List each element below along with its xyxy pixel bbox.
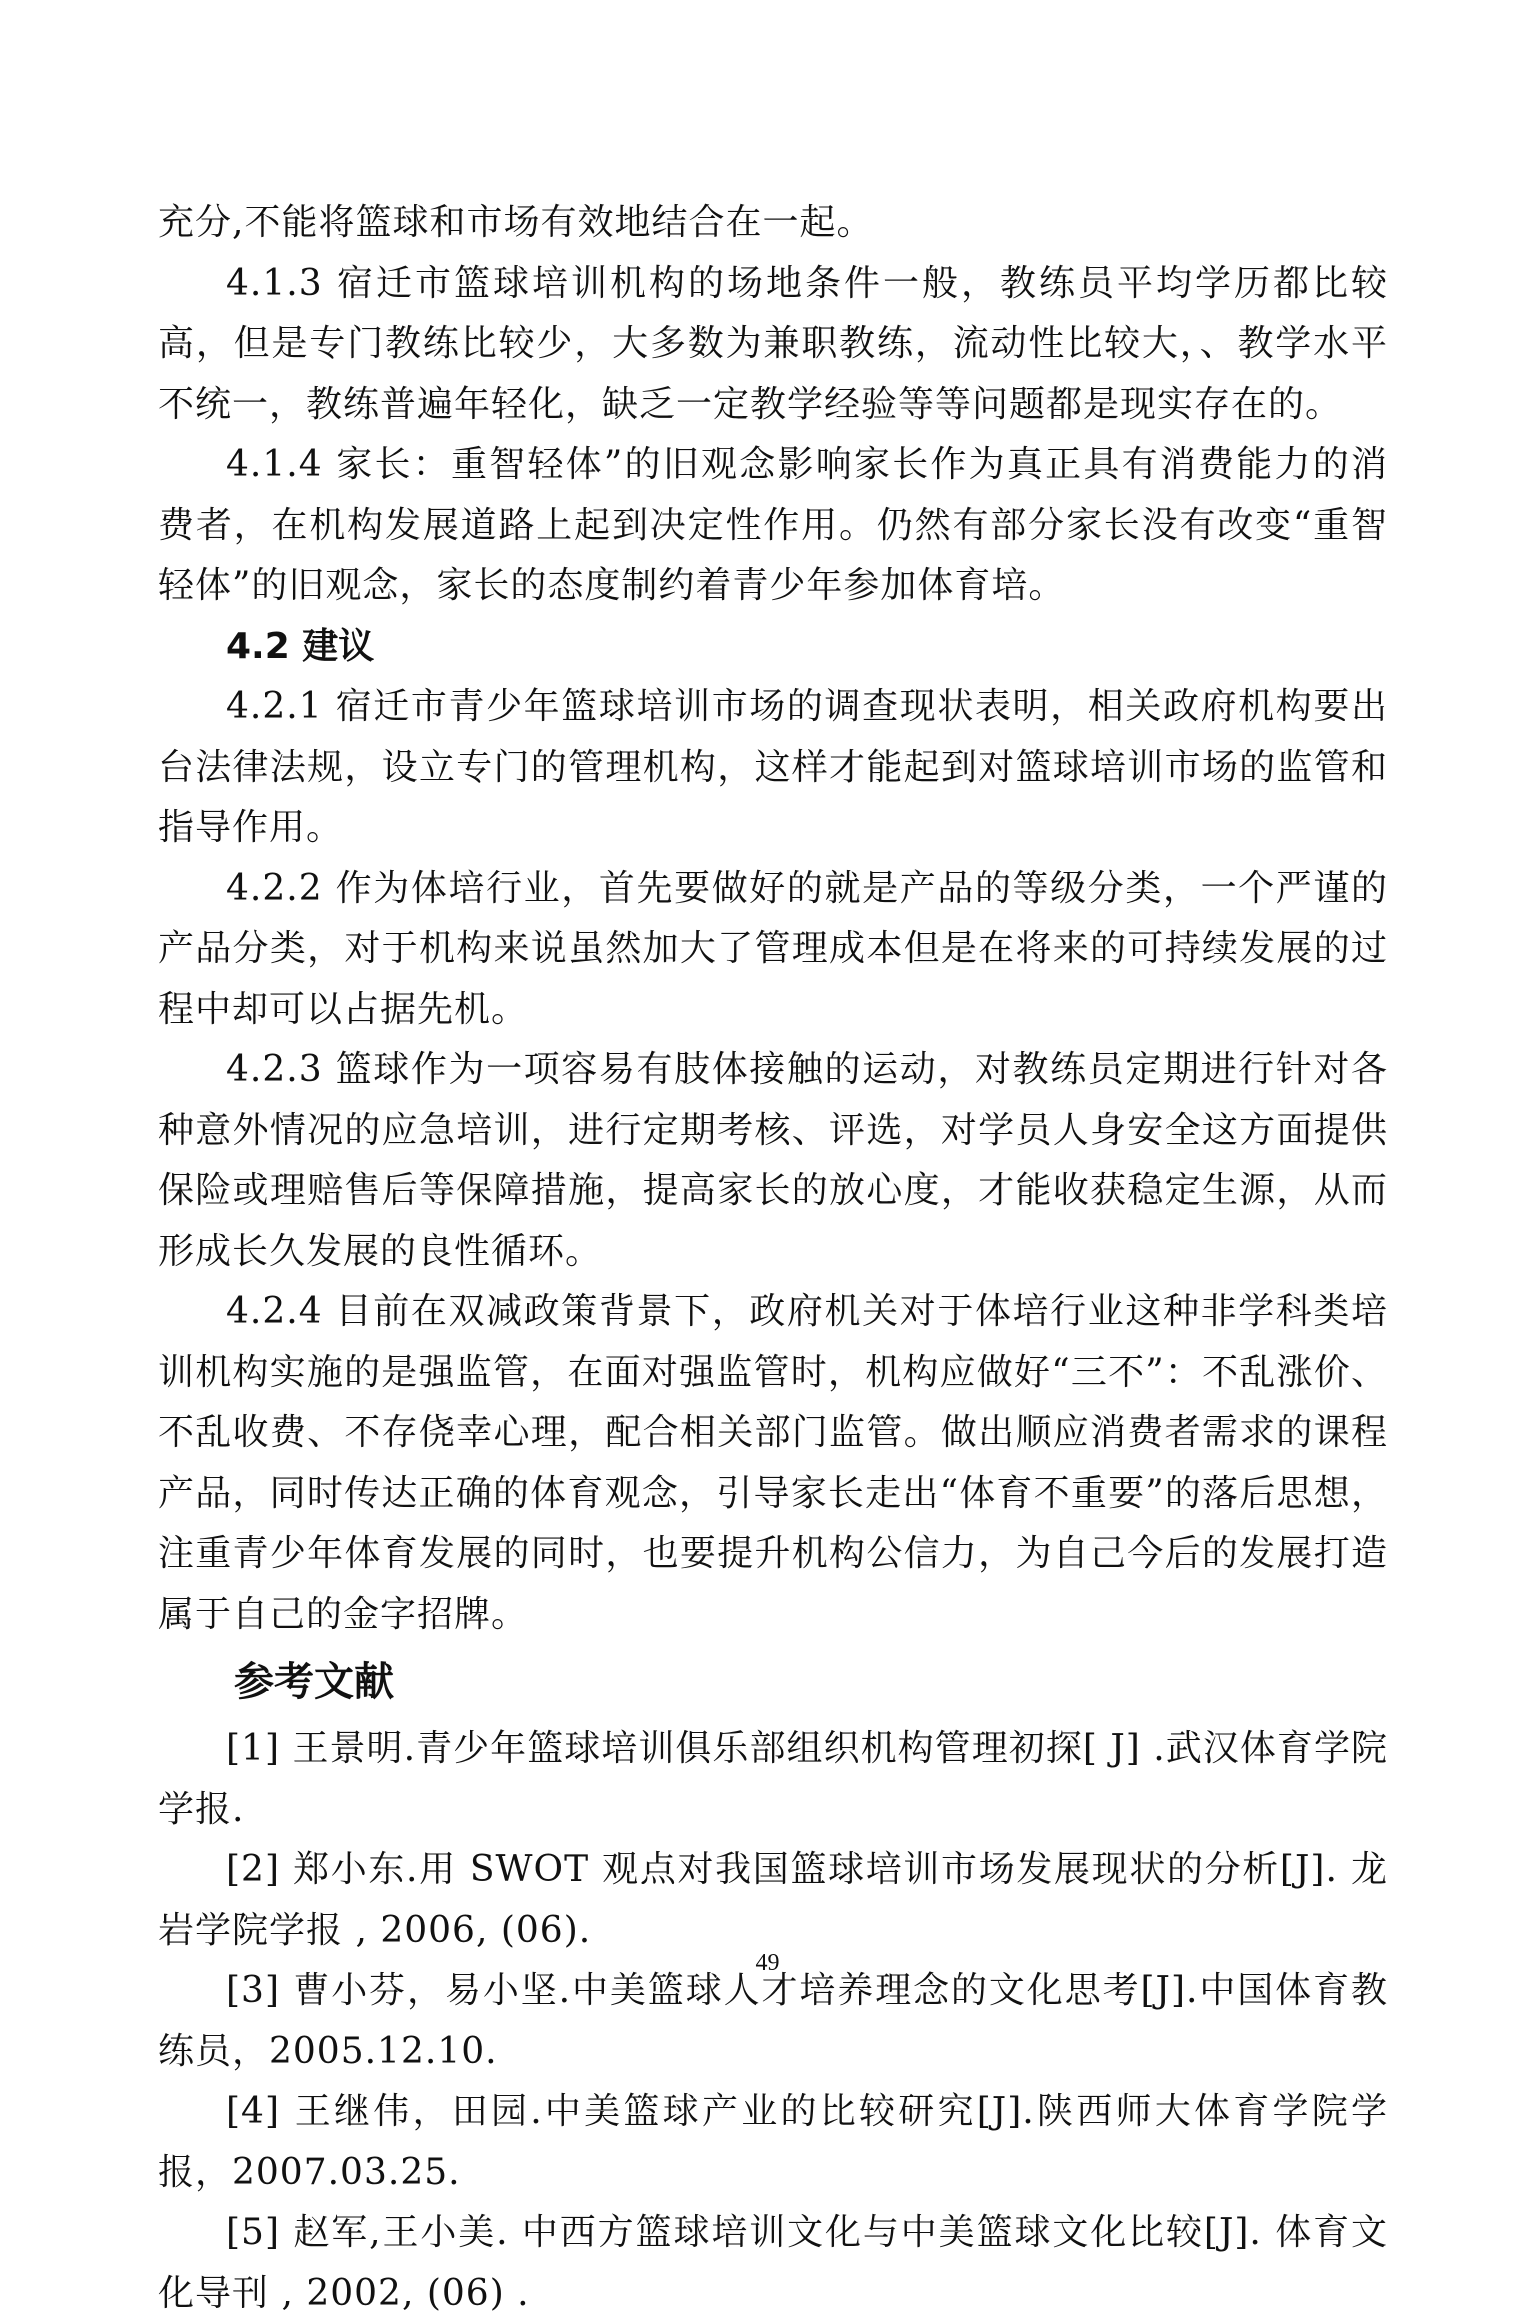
paragraph-4-1-4: 4.1.4 家长：重智轻体”的旧观念影响家长作为真正具有消费能力的消费者，在机构发展道路上起到决定性作用。仍然有部分家长没有改变“重智轻体”的旧观念，家长的态度制约着青少年参加体育培。 — [158, 444, 1388, 606]
reference-item: [5] 赵军,王小美. 中西方篮球培训文化与中美篮球文化比较[J]. 体育文化导刊 , 2002, (06) . — [158, 2212, 1388, 2314]
reference-item: [3] 曹小芬，易小坚.中美篮球人才培养理念的文化思考[J].中国体育教练员，2005.12.10. — [158, 1970, 1388, 2072]
paragraph-4-2-1: 4.2.1 宿迁市青少年篮球培训市场的调查现状表明，相关政府机构要出台法律法规，设立专门的管理机构，这样才能起到对篮球培训市场的监管和指导作用。 — [158, 686, 1388, 848]
references-heading: 参考文献 — [234, 1659, 394, 1705]
references-list — [158, 1719, 1388, 2324]
paragraph-4-2-3: 4.2.3 篮球作为一项容易有肢体接触的运动，对教练员定期进行针对各种意外情况的应急培训，进行定期考核、评选，对学员人身安全这方面提供保险或理赔售后等保障措施，提高家长的放心度，才能收获稳定生源，从而形成长久发展的良性循环。 — [158, 1049, 1388, 1272]
page-body — [158, 193, 1388, 2324]
paragraph-4-2-4: 4.2.4 目前在双减政策背景下，政府机关对于体培行业这种非学科类培训机构实施的是强监管，在面对强监管时，机构应做好“三不”：不乱涨价、不乱收费、不存侥幸心理，配合相关部门监管。做出顺应消费者需求的课程产品，同时传达正确的体育观念，引导家长走出“体育不重要”的落后思想，注重青少年体育发展的同时，也要提升机构公信力，为自己今后的发展打造属于自己的金字招牌。 — [158, 1291, 1388, 1635]
reference-item: [4] 王继伟，田园.中美篮球产业的比较研究[J].陕西师大体育学院学报，2007.03.25. — [158, 2091, 1388, 2193]
reference-item: [2] 郑小东.用 SWOT 观点对我国篮球培训市场发展现状的分析[J]. 龙岩学院学报 , 2006, (06). — [158, 1849, 1388, 1951]
heading-4-2: 4.2 建议 — [226, 625, 375, 667]
page-number: 49 — [755, 1950, 780, 1976]
paragraph-4-2-2: 4.2.2 作为体培行业，首先要做好的就是产品的等级分类，一个严谨的产品分类，对于机构来说虽然加大了管理成本但是在将来的可持续发展的过程中却可以占据先机。 — [158, 867, 1388, 1030]
paragraph-4-1-3: 4.1.3 宿迁市篮球培训机构的场地条件一般，教练员平均学历都比较高，但是专门教练比较少，大多数为兼职教练，流动性比较大，、教学水平不统一，教练普遍年轻化，缺乏一定教学经验等等问题都是现实存在的。 — [158, 262, 1388, 425]
reference-item: [1] 王景明.青少年篮球培训俱乐部组织机构管理初探[ J] .武汉体育学院学报. — [158, 1728, 1388, 1830]
paragraph-continuation: 充分,不能将篮球和市场有效地结合在一起。 — [158, 202, 874, 243]
